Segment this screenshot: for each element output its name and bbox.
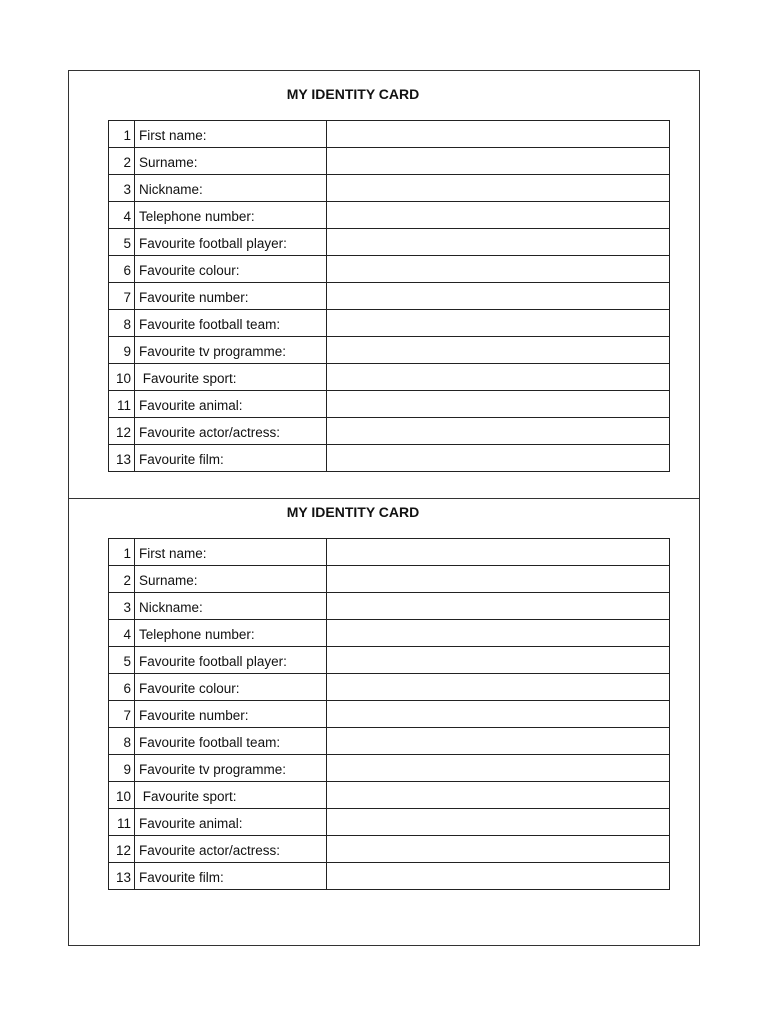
row-number: 12 xyxy=(109,836,135,863)
table-row xyxy=(109,728,670,755)
card-title: MY IDENTITY CARD xyxy=(286,504,420,520)
answer-field[interactable] xyxy=(327,539,670,566)
field-label: Favourite actor/actress: xyxy=(135,418,327,445)
row-number: 6 xyxy=(109,256,135,283)
answer-field[interactable] xyxy=(327,337,670,364)
answer-field[interactable] xyxy=(327,836,670,863)
row-number: 10 xyxy=(109,782,135,809)
field-label: Favourite colour: xyxy=(135,256,327,283)
table-row xyxy=(109,836,670,863)
answer-field[interactable] xyxy=(327,283,670,310)
field-label: Surname: xyxy=(135,566,327,593)
table-row xyxy=(109,674,670,701)
field-label: Favourite sport: xyxy=(135,782,327,809)
answer-field[interactable] xyxy=(327,863,670,890)
table-row xyxy=(109,566,670,593)
field-label: Favourite number: xyxy=(135,701,327,728)
field-label: Favourite film: xyxy=(135,863,327,890)
answer-field[interactable] xyxy=(327,620,670,647)
row-number: 4 xyxy=(109,620,135,647)
table-row xyxy=(109,337,670,364)
field-label: Nickname: xyxy=(135,175,327,202)
card-title: MY IDENTITY CARD xyxy=(286,86,420,102)
field-label: Surname: xyxy=(135,148,327,175)
answer-field[interactable] xyxy=(327,121,670,148)
field-label: Favourite football player: xyxy=(135,229,327,256)
table-row xyxy=(109,418,670,445)
table-row xyxy=(109,391,670,418)
field-label: Favourite film: xyxy=(135,445,327,472)
row-number: 1 xyxy=(109,539,135,566)
answer-field[interactable] xyxy=(327,229,670,256)
table-row xyxy=(109,782,670,809)
row-number: 5 xyxy=(109,647,135,674)
field-label: Favourite animal: xyxy=(135,809,327,836)
field-label: First name: xyxy=(135,539,327,566)
answer-field[interactable] xyxy=(327,310,670,337)
field-label: Favourite football team: xyxy=(135,728,327,755)
table-row xyxy=(109,647,670,674)
table-row xyxy=(109,310,670,337)
answer-field[interactable] xyxy=(327,202,670,229)
row-number: 7 xyxy=(109,283,135,310)
table-row xyxy=(109,256,670,283)
answer-field[interactable] xyxy=(327,755,670,782)
row-number: 12 xyxy=(109,418,135,445)
field-label: Favourite football player: xyxy=(135,647,327,674)
table-row xyxy=(109,620,670,647)
row-number: 11 xyxy=(109,809,135,836)
answer-field[interactable] xyxy=(327,418,670,445)
table-row xyxy=(109,539,670,566)
field-label: Favourite number: xyxy=(135,283,327,310)
table-row xyxy=(109,364,670,391)
identity-card-table xyxy=(108,120,670,472)
row-number: 1 xyxy=(109,121,135,148)
answer-field[interactable] xyxy=(327,728,670,755)
field-label: Favourite tv programme: xyxy=(135,337,327,364)
table-row xyxy=(109,121,670,148)
answer-field[interactable] xyxy=(327,148,670,175)
card-divider xyxy=(68,498,700,499)
row-number: 9 xyxy=(109,337,135,364)
row-number: 7 xyxy=(109,701,135,728)
answer-field[interactable] xyxy=(327,674,670,701)
table-row xyxy=(109,809,670,836)
field-label: Favourite tv programme: xyxy=(135,755,327,782)
field-label: Favourite animal: xyxy=(135,391,327,418)
answer-field[interactable] xyxy=(327,593,670,620)
answer-field[interactable] xyxy=(327,391,670,418)
row-number: 8 xyxy=(109,728,135,755)
field-label: Nickname: xyxy=(135,593,327,620)
field-label: First name: xyxy=(135,121,327,148)
row-number: 3 xyxy=(109,593,135,620)
answer-field[interactable] xyxy=(327,445,670,472)
row-number: 4 xyxy=(109,202,135,229)
answer-field[interactable] xyxy=(327,566,670,593)
table-row xyxy=(109,701,670,728)
row-number: 13 xyxy=(109,863,135,890)
table-row xyxy=(109,229,670,256)
row-number: 3 xyxy=(109,175,135,202)
row-number: 10 xyxy=(109,364,135,391)
field-label: Telephone number: xyxy=(135,202,327,229)
table-row xyxy=(109,755,670,782)
table-row xyxy=(109,593,670,620)
table-row xyxy=(109,445,670,472)
field-label: Favourite football team: xyxy=(135,310,327,337)
answer-field[interactable] xyxy=(327,256,670,283)
table-row xyxy=(109,202,670,229)
row-number: 9 xyxy=(109,755,135,782)
answer-field[interactable] xyxy=(327,647,670,674)
row-number: 5 xyxy=(109,229,135,256)
field-label: Telephone number: xyxy=(135,620,327,647)
table-row xyxy=(109,283,670,310)
field-label: Favourite colour: xyxy=(135,674,327,701)
row-number: 2 xyxy=(109,148,135,175)
row-number: 6 xyxy=(109,674,135,701)
table-row xyxy=(109,863,670,890)
table-row xyxy=(109,148,670,175)
row-number: 11 xyxy=(109,391,135,418)
field-label: Favourite sport: xyxy=(135,364,327,391)
row-number: 2 xyxy=(109,566,135,593)
field-label: Favourite actor/actress: xyxy=(135,836,327,863)
row-number: 13 xyxy=(109,445,135,472)
row-number: 8 xyxy=(109,310,135,337)
answer-field[interactable] xyxy=(327,782,670,809)
identity-card-table xyxy=(108,538,670,890)
answer-field[interactable] xyxy=(327,175,670,202)
table-row xyxy=(109,175,670,202)
answer-field[interactable] xyxy=(327,364,670,391)
answer-field[interactable] xyxy=(327,701,670,728)
answer-field[interactable] xyxy=(327,809,670,836)
